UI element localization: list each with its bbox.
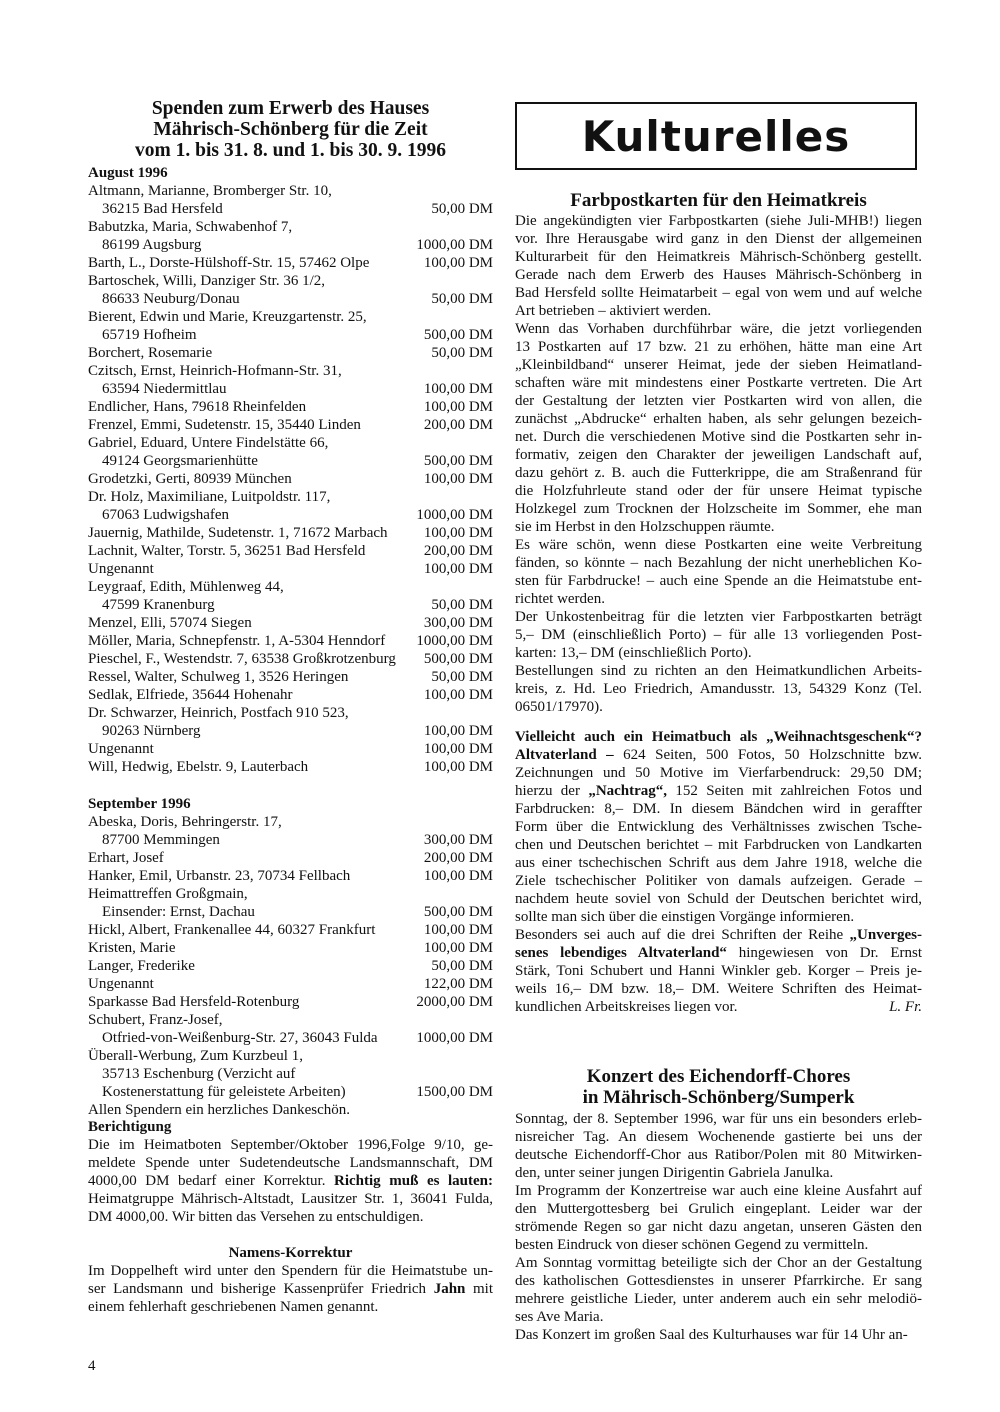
donor-text: Pieschel, F., Westendstr. 7, 63538 Großkrotzenburg: [88, 651, 396, 667]
donation-amount: 500,00 DM: [423, 453, 493, 469]
donation-row: [88, 326, 493, 344]
donation-row: [88, 993, 493, 1011]
text-line: senes lebendiges Altvaterland“ hingewiesen von Dr. Ernst: [515, 945, 923, 961]
text-line: Bad Hersfeld sollte Heimatarbeit – egal von wem und auf welche: [515, 285, 922, 301]
donor-text: Heimattreffen Großgmain,: [88, 886, 248, 902]
donation-row: [88, 1011, 493, 1029]
donation-amount: 2000,00 DM: [416, 994, 493, 1010]
donation-amount: 1000,00 DM: [416, 507, 493, 523]
donor-text: 86633 Neuburg/Donau: [102, 291, 240, 307]
donations-title: [88, 98, 493, 161]
konzert-text: [515, 1110, 922, 1344]
donation-row: [88, 506, 493, 524]
donation-row: [88, 200, 493, 218]
text-line: Stärk, Toni Schubert und Hanni Winkler geb. Korger – Preis je-: [515, 963, 922, 979]
text-line: sten für Farbdrucke! – auch eine Spende an die Heimatstube ent-: [515, 573, 922, 589]
donation-row: [88, 434, 493, 452]
farbpostkarten-text: [515, 212, 922, 716]
donation-row: [88, 380, 493, 398]
text-line: mehrere geistliche Lieder, unter anderem auch ein sehr melodiö-: [515, 1291, 922, 1307]
donation-amount: 100,00 DM: [423, 723, 493, 739]
text-line: einem fehlerhaft geschriebenen Namen genannt.: [88, 1299, 379, 1315]
text-line: des katholischen Gottesdienstes in unserer Pfarrkirche. Er sang: [515, 1273, 922, 1289]
donation-row: [88, 488, 493, 506]
text-line: Altvaterland – 624 Seiten, 500 Fotos, 50 Holzschnitte bzw.: [515, 747, 923, 763]
donor-text: 87700 Memmingen: [102, 832, 220, 848]
text-line: Sonntag, der 8. September 1996, war für uns ein besonders erleb-: [515, 1111, 922, 1127]
text-line: Holzkegel zum Trocknen der Holzscheite im Sommer, ehe man: [515, 501, 922, 517]
donation-amount: 100,00 DM: [423, 525, 493, 541]
donation-row: [88, 867, 493, 885]
donor-text: Kostenerstattung für geleistete Arbeiten): [102, 1084, 346, 1100]
text-line: Zeichnungen und 50 Motive im Vierfarbendruck: 29,50 DM;: [515, 765, 922, 781]
text-line: formativ, zeigen den Charakter der jeweiligen Landschaft auf,: [515, 447, 922, 463]
donation-amount: 100,00 DM: [423, 922, 493, 938]
donor-text: Frenzel, Emmi, Sudetenstr. 15, 35440 Linden: [88, 417, 361, 433]
donations-title-line: vom 1. bis 31. 8. und 1. bis 30. 9. 1996: [135, 140, 446, 161]
donation-amount: 100,00 DM: [423, 399, 493, 415]
donor-text: Ungenannt: [88, 741, 154, 757]
text-line: zunächst „Abdrucke“ erhalten haben, als sehr gelungen bezeich-: [515, 411, 922, 427]
name-jahn: Jahn: [433, 1281, 466, 1297]
donor-text: Allen Spendern ein herzliches Dankeschön.: [88, 1102, 350, 1118]
donation-row: [88, 722, 493, 740]
donation-amount: 100,00 DM: [423, 561, 493, 577]
text-line: der Gestaltung der letzten vier Postkarten wird von allen, die: [515, 393, 922, 409]
konzert-heading: [515, 1066, 922, 1108]
donor-text: Sedlak, Elfriede, 35644 Hohenahr: [88, 687, 293, 703]
donation-row: [88, 740, 493, 758]
donation-amount: 200,00 DM: [423, 850, 493, 866]
donor-text: Lachnit, Walter, Torstr. 5, 36251 Bad Hersfeld: [88, 543, 366, 559]
donor-text: Will, Hedwig, Ebelstr. 9, Lauterbach: [88, 759, 309, 775]
donor-text: 63594 Niedermittlau: [102, 381, 227, 397]
donor-text: Dr. Schwarzer, Heinrich, Postfach 910 523,: [88, 705, 349, 721]
donor-text: 67063 Ludwigshafen: [102, 507, 230, 523]
farbpostkarten-heading: Farbpostkarten für den Heimatkreis: [570, 190, 867, 211]
donation-row: [88, 921, 493, 939]
text-line: Im Doppelheft wird unter den Spendern für die Heimatstube un-: [88, 1263, 493, 1279]
donations-title-line: Spenden zum Erwerb des Hauses: [151, 98, 430, 119]
text-line: Farbdrucken: 8,– DM. In diesem Bändchen wird in geraffter: [515, 801, 922, 817]
donor-text: Überall-Werbung, Zum Kurzbeul 1,: [88, 1048, 303, 1064]
donation-row: [88, 398, 493, 416]
donor-text: Sparkasse Bad Hersfeld-Rotenburg: [88, 994, 300, 1010]
text-line: hierzu der „Nachtrag“, 152 Seiten mit zahlreichen Fotos und: [515, 783, 923, 799]
donation-row: [88, 668, 493, 686]
text-line: aus einer tschechischen Schrift aus dem Jahre 1918, welche die: [515, 855, 922, 871]
donation-row: [88, 831, 493, 849]
donation-amount: 50,00 DM: [431, 345, 493, 361]
text-line: kreis, z. Hd. Leo Friedrich, Amandusstr. 13, 54329 Konz (Tel.: [515, 681, 922, 697]
text-line: dazu gehört z. B. auch die Futterkrippe, die am Straßenrand für: [515, 465, 922, 481]
donor-text: Bierent, Edwin und Marie, Kreuzgartenstr. 25,: [88, 309, 367, 325]
donor-text: Dr. Holz, Maximiliane, Luitpoldstr. 117,: [88, 489, 331, 505]
berichtigung-text: [88, 1136, 493, 1226]
text-line: Es wäre schön, wenn diese Postkarten eine weite Verbreitung: [515, 537, 922, 553]
donation-row: [88, 957, 493, 975]
donation-amount: 50,00 DM: [431, 291, 493, 307]
donation-row: [88, 452, 493, 470]
donation-row: [88, 524, 493, 542]
donation-amount: 122,00 DM: [423, 976, 493, 992]
donation-row: [88, 218, 493, 236]
donation-row: [88, 290, 493, 308]
kulturelles-banner: [515, 102, 917, 170]
donor-text: Kristen, Marie: [88, 940, 176, 956]
donor-text: Jauernig, Mathilde, Sudetenstr. 1, 71672 Marbach: [88, 525, 388, 541]
donor-text: Otfried-von-Weißenburg-Str. 27, 36043 Fulda: [102, 1030, 378, 1046]
text-line: Die im Heimatboten September/Oktober 1996,Folge 9/10, ge-: [88, 1137, 493, 1153]
berichtigung-heading: Berichtigung: [88, 1119, 172, 1135]
donor-text: Babutzka, Maria, Schwabenhof 7,: [88, 219, 293, 235]
donor-text: 47599 Kranenburg: [102, 597, 215, 613]
donation-row: [88, 939, 493, 957]
donation-amount: 50,00 DM: [431, 958, 493, 974]
text-line: Am Sonntag vormittag beteiligte sich der Chor an der Gestaltung: [515, 1255, 922, 1271]
august-heading: August 1996: [88, 165, 168, 181]
donor-text: 35713 Eschenburg (Verzicht auf: [102, 1066, 296, 1082]
text-line: nachdem heute soviel von Schuld der Deutschen berichtet wird,: [515, 891, 922, 907]
donation-amount: 50,00 DM: [431, 669, 493, 685]
donation-row: [88, 704, 493, 722]
donor-text: Erhart, Josef: [88, 850, 164, 866]
banner-title: Kulturelles: [581, 112, 851, 161]
donation-row: [88, 614, 493, 632]
konzert-heading-line: Konzert des Eichendorff-Chores: [586, 1066, 851, 1087]
donation-row: [88, 1047, 493, 1065]
donation-row: [88, 416, 493, 434]
text-line: Das Konzert im großen Saal des Kulturhauses war für 14 Uhr an-: [515, 1327, 908, 1343]
heimatbuch-text: [515, 728, 922, 1016]
donor-text: Endlicher, Hans, 79618 Rheinfelden: [88, 399, 307, 415]
donation-row: [88, 903, 493, 921]
donation-row: [88, 975, 493, 993]
donor-text: 36215 Bad Hersfeld: [102, 201, 223, 217]
donation-row: [88, 758, 493, 776]
donor-text: Ressel, Walter, Schulweg 1, 3526 Heringen: [88, 669, 349, 685]
donor-text: 65719 Hofheim: [102, 327, 197, 343]
donation-row: [88, 344, 493, 362]
text-line: richtet werden.: [515, 591, 605, 607]
donation-amount: 100,00 DM: [423, 940, 493, 956]
donation-row: [88, 885, 493, 903]
text-line: Die angekündigten vier Farbpostkarten (siehe Juli-MHB!) liegen: [515, 213, 922, 229]
text-line: weils 16,– DM bzw. 18,– DM. Weitere Schriften des Heimat-: [515, 981, 922, 997]
donation-row: [88, 362, 493, 380]
text-line: fänden, so könnte – nach Bezahlung der nicht unerheblichen Ko-: [515, 555, 922, 571]
donation-amount: 1000,00 DM: [416, 1030, 493, 1046]
donor-text: Abeska, Doris, Behringerstr. 17,: [88, 814, 282, 830]
donation-row: [88, 542, 493, 560]
text-line: net. Durch die verschiedenen Motive sind die Postkarten sehr in-: [515, 429, 922, 445]
namens-text: [88, 1262, 493, 1316]
donation-row: [88, 560, 493, 578]
donation-amount: 500,00 DM: [423, 327, 493, 343]
donation-amount: 100,00 DM: [423, 759, 493, 775]
text-line: DM 4000,00. Wir bitten das Versehen zu entschuldigen.: [88, 1209, 424, 1225]
text-line: chen und Deutschen berichtet – mit Farbdrucken von Landkarten: [515, 837, 922, 853]
text-line: Wenn das Vorhaben durchführbar wäre, die jetzt vorliegenden: [515, 321, 922, 337]
donor-text: Altmann, Marianne, Bromberger Str. 10,: [88, 183, 332, 199]
donation-amount: 200,00 DM: [423, 543, 493, 559]
donation-row: [88, 578, 493, 596]
donation-amount: 100,00 DM: [423, 687, 493, 703]
donor-text: Bartoschek, Willi, Danziger Str. 36 1/2,: [88, 273, 325, 289]
donor-text: Grodetzki, Gerti, 80939 München: [88, 471, 292, 487]
text-line: besten Eindruck von dieser schönen Gegend zu vermitteln.: [515, 1237, 869, 1253]
text-line: den, unter seiner jungen Dirigentin Gabriela Janulka.: [515, 1165, 834, 1181]
text-line: die Holzfuhrleute stand oder der für unsere Heimat typische: [515, 483, 922, 499]
donation-amount: 1000,00 DM: [416, 237, 493, 253]
donation-row: [88, 596, 493, 614]
donor-text: Gabriel, Eduard, Untere Findelstätte 66,: [88, 435, 329, 451]
donation-row: [88, 1065, 493, 1083]
richtig-label: Richtig muß es lauten:: [334, 1173, 493, 1189]
donation-amount: 200,00 DM: [423, 417, 493, 433]
donor-text: Czitsch, Ernst, Heinrich-Hofmann-Str. 31,: [88, 363, 342, 379]
donation-amount: 1500,00 DM: [416, 1084, 493, 1100]
text-line: meldete Spende unter Sudetendeutsche Landsmannschaft, DM: [88, 1155, 493, 1171]
text-line: Heimatgruppe Mährisch-Altstadt, Lausitzer Str. 1, 36041 Fulda,: [88, 1191, 493, 1207]
donation-row: [88, 272, 493, 290]
text-line: sollte man sich über die einstigen Vorgänge informieren.: [515, 909, 855, 925]
september-heading: September 1996: [88, 796, 191, 812]
text-line: 5,– DM (einschließlich Porto) – für alle 13 vorliegenden Post-: [515, 627, 922, 643]
text-line: 13 Postkarten auf 17 bzw. 21 zu erhöhen, hätte man eine Art: [515, 339, 922, 355]
donation-row: [88, 1029, 493, 1047]
donor-text: Borchert, Rosemarie: [88, 345, 213, 361]
donor-text: Möller, Maria, Schnepfenstr. 1, A-5304 Henndorf: [88, 633, 386, 649]
donation-amount: 1000,00 DM: [416, 633, 493, 649]
text-line: Form über die Entwicklung des Verhältnisses zwischen Tsche-: [515, 819, 922, 835]
donations-title-line: Mährisch-Schönberg für die Zeit: [153, 119, 428, 140]
donor-text: Hanker, Emil, Urbanstr. 23, 70734 Fellbach: [88, 868, 351, 884]
donation-amount: 100,00 DM: [423, 255, 493, 271]
donation-amount: 300,00 DM: [423, 832, 493, 848]
donation-row: [88, 1101, 493, 1119]
text-line: schaften wäre mit mindestens einer Postkarte vertreten. Die Art: [515, 375, 922, 391]
donation-row: [88, 650, 493, 668]
text-line: den Muttergottesberg bei Grulich eingeplant. Leider war der: [515, 1201, 922, 1217]
donation-amount: 50,00 DM: [431, 201, 493, 217]
namens-heading: Namens-Korrektur: [228, 1245, 353, 1261]
donation-row: [88, 849, 493, 867]
text-line: vor. Ihre Herausgabe wird ganz in den Dienst der allgemeinen: [515, 231, 922, 247]
text-line: Kulturarbeit für den Heimatkreis Mährisch-Schönberg gestellt.: [515, 249, 922, 265]
donor-text: 90263 Nürnberg: [102, 723, 201, 739]
donor-text: Ungenannt: [88, 976, 154, 992]
donation-row: [88, 236, 493, 254]
donation-row: [88, 1083, 493, 1101]
text-line: sie im Herbst in den Holzschuppen räumte.: [515, 519, 775, 535]
donor-text: Langer, Frederike: [88, 958, 195, 974]
text-line: Ziele tschechischer Politiker von damals aufzeigen. Gerade –: [515, 873, 922, 889]
text-line: Besonders sei auch auf die drei Schriften der Reihe „Unverges-: [515, 927, 923, 943]
text-line: „Kleinbildband“ unserer Heimat, jede der sieben Heimatland-: [515, 357, 922, 373]
donor-text: 49124 Georgsmarienhütte: [102, 453, 258, 469]
donation-row: [88, 254, 493, 272]
donation-amount: 500,00 DM: [423, 904, 493, 920]
text-line: 06501/17970).: [515, 699, 603, 715]
donor-text: Ungenannt: [88, 561, 154, 577]
donor-text: Einsender: Ernst, Dachau: [102, 904, 255, 920]
text-line: strömende Regen so gar nicht dazu angetan, unseren Gästen den: [515, 1219, 922, 1235]
donation-amount: 100,00 DM: [423, 381, 493, 397]
text-line: Der Unkostenbeitrag für die letzten vier Farbpostkarten beträgt: [515, 609, 922, 625]
text-line: deutsche Eichendorff-Chor aus Ratibor/Polen mit 80 Mitwirken-: [515, 1147, 922, 1163]
donation-amount: 300,00 DM: [423, 615, 493, 631]
text-line: karten: 13,– DM (einschließlich Porto).: [515, 645, 752, 661]
text-line: ser Landsmann und bisherige Kassenprüfer Friedrich Jahn mit: [88, 1281, 494, 1297]
donation-row: [88, 686, 493, 704]
donation-row: [88, 182, 493, 200]
text-line: ses Ave Maria.: [515, 1309, 604, 1325]
donor-text: Menzel, Elli, 57074 Siegen: [88, 615, 252, 631]
text-line: Bestellungen sind zu richten an den Heimatkundlichen Arbeits-: [515, 663, 922, 679]
text-line: kundlichen Arbeitskreises liegen vor. L. Fr.: [515, 999, 922, 1015]
donation-row: [88, 813, 493, 831]
text-line: 4000,00 DM bedarf einer Korrektur. Richtig muß es lauten:: [88, 1173, 493, 1189]
donor-text: 86199 Augsburg: [102, 237, 202, 253]
text-line: nisreicher Tag. An diesem Wochenende gastierte bei uns der: [515, 1129, 922, 1145]
donor-text: Barth, L., Dorste-Hülshoff-Str. 15, 57462 Olpe: [88, 255, 370, 271]
text-line: Art betrieben – aktiviert werden.: [515, 303, 712, 319]
donor-text: Hickl, Albert, Frankenallee 44, 60327 Frankfurt: [88, 922, 376, 938]
page-number: 4: [88, 1358, 96, 1374]
donation-amount: 100,00 DM: [423, 741, 493, 757]
donor-text: Leygraaf, Edith, Mühlenweg 44,: [88, 579, 284, 595]
donation-row: [88, 308, 493, 326]
text-line: Vielleicht auch ein Heimatbuch als „Weihnachtsgeschenk“?: [515, 729, 922, 745]
author-signature: L. Fr.: [889, 999, 922, 1015]
donation-row: [88, 470, 493, 488]
konzert-heading-line: in Mährisch-Schönberg/Sumperk: [582, 1087, 855, 1108]
donation-amount: 100,00 DM: [423, 868, 493, 884]
donation-amount: 50,00 DM: [431, 597, 493, 613]
donation-amount: 100,00 DM: [423, 471, 493, 487]
donation-amount: 500,00 DM: [423, 651, 493, 667]
donation-row: [88, 632, 493, 650]
text-line: Gerade nach dem Erwerb des Hauses Mährisch-Schönberg in: [515, 267, 922, 283]
donor-text: Schubert, Franz-Josef,: [88, 1012, 223, 1028]
text-line: Im Programm der Konzertreise war auch eine kleine Ausfahrt auf: [515, 1183, 922, 1199]
